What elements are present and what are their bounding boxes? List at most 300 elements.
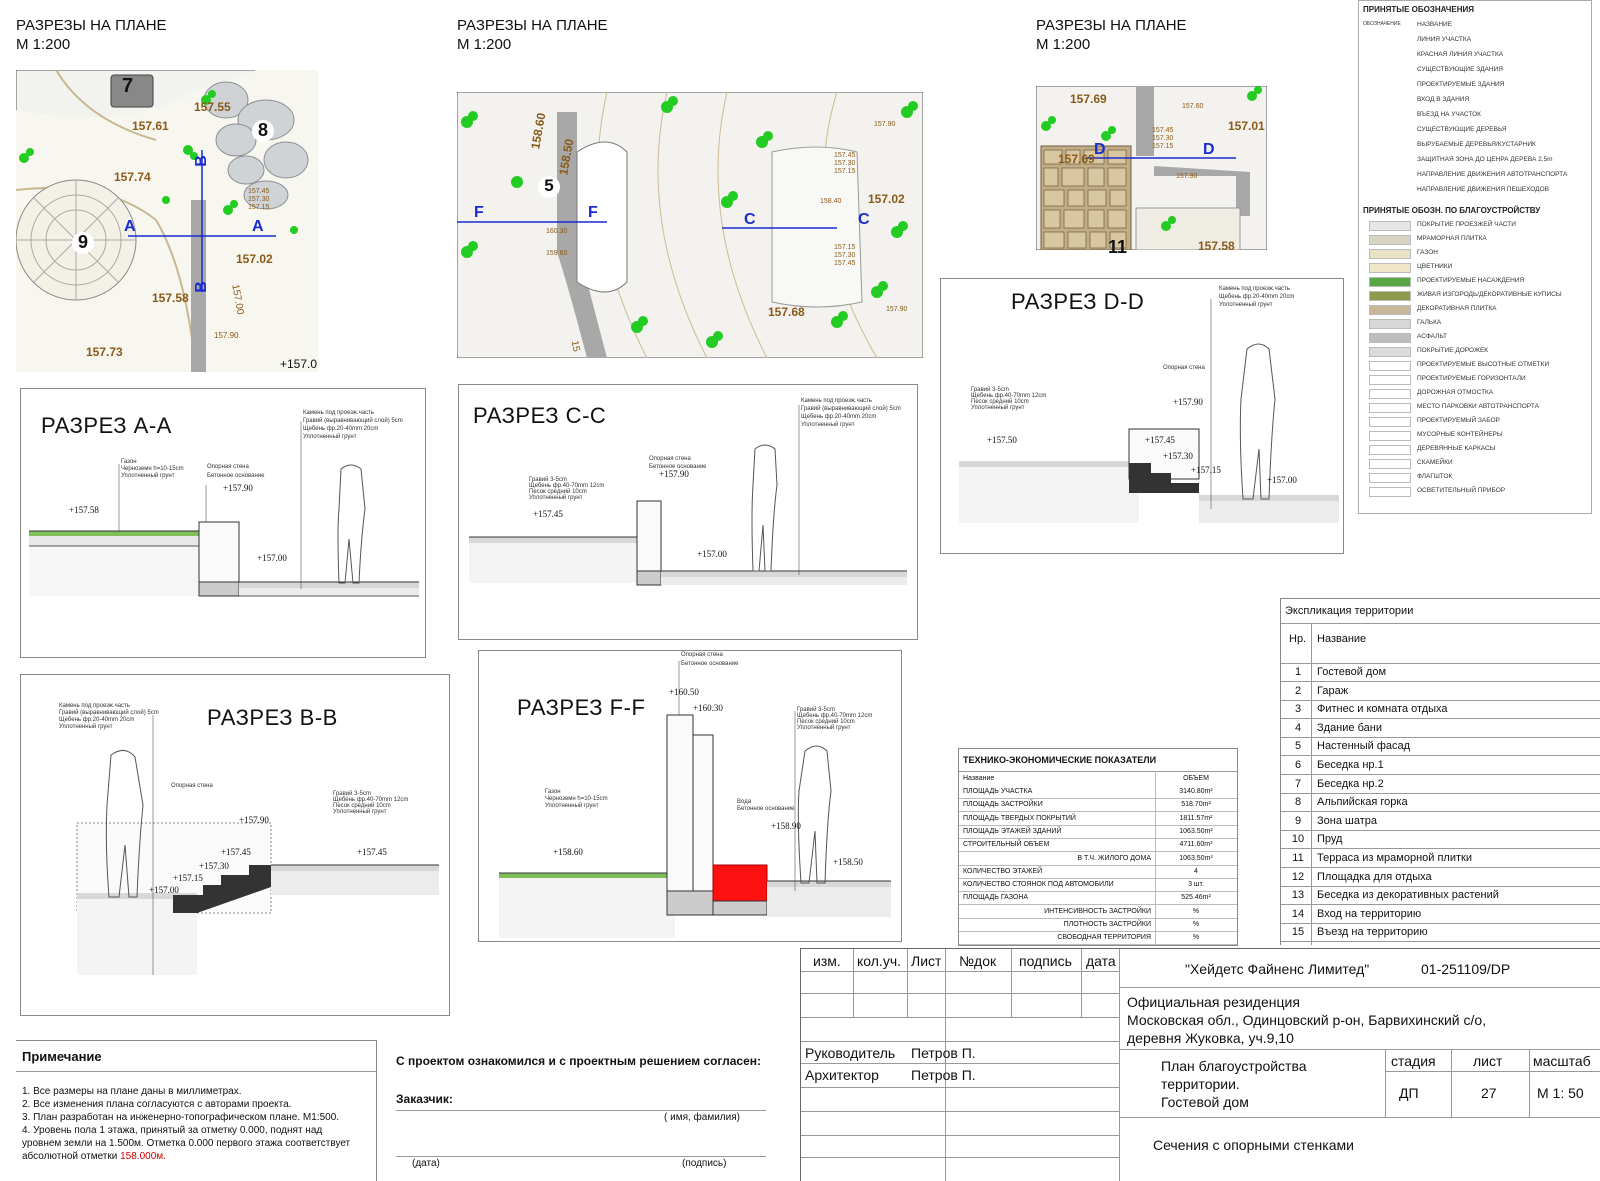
cut-label-d: D	[1203, 141, 1215, 158]
explication-name: Въезд на территорию	[1317, 926, 1428, 939]
cut-label-d: D	[1094, 141, 1106, 158]
layer-note: Камень под проезж.часть	[801, 398, 872, 404]
elevation-mark: 157.15	[1152, 143, 1174, 150]
layer-note: Щебень фр.20-40mm 20cm	[801, 414, 877, 420]
explication-row	[1281, 682, 1600, 701]
plan-scale-text: М 1:200	[457, 36, 512, 53]
elevation-mark: +157.00	[149, 885, 179, 895]
explication-num: 6	[1294, 759, 1302, 771]
legend-symbol: ОБОЗНАЧЕНИЕ	[1363, 21, 1401, 27]
section-title: РАЗРЕЗ С-С	[473, 403, 607, 428]
elevation-mark: +157.90	[1173, 397, 1203, 407]
tech-name: СВОБОДНАЯ ТЕРРИТОРИЯ	[1057, 934, 1151, 942]
elevation-mark: 157.30	[834, 252, 856, 259]
elevation-mark: 158.50	[556, 137, 577, 177]
stamp-col: кол.уч.	[857, 953, 902, 969]
elevation-mark: +160.30	[693, 703, 723, 713]
section-bb	[20, 674, 450, 1016]
tech-value: 1063.50m²	[1179, 827, 1213, 835]
legend-item	[1359, 139, 1591, 152]
section-dd	[940, 278, 1344, 554]
elevation-mark: +157.00	[1267, 475, 1297, 485]
plan1-small-elevations	[248, 188, 269, 212]
explication-row	[1281, 812, 1600, 831]
elevation-mark: 157.90	[874, 121, 896, 128]
explication-name: Фитнес и комната отдыха	[1317, 703, 1448, 716]
legend-item	[1359, 331, 1591, 344]
plan-2-drawing	[457, 92, 923, 358]
layer-note: Гравий (выравнивающий слой) 5cm	[303, 418, 403, 424]
legend-swatch	[1369, 487, 1411, 497]
explication-num: 14	[1291, 907, 1305, 920]
legend-item	[1359, 79, 1591, 92]
elevation-mark: +157.15	[173, 873, 203, 883]
legend-label: ЗАЩИТНАЯ ЗОНА ДО ЦЕНРА ДЕРЕВА 2.5m	[1417, 156, 1553, 163]
layer-note: Камень под проезж.часть	[59, 703, 130, 709]
elevation-mark: 157.15	[834, 168, 856, 175]
layer-note: Опорная стена	[207, 464, 249, 470]
layer-note: Щебень фр.20-40mm 20cm	[303, 426, 379, 432]
layer-notes-1	[1219, 285, 1294, 309]
layer-note: Гравий 3-5cm	[529, 477, 567, 483]
explication-num: 2	[1294, 684, 1302, 697]
elevation-mark: 158.60	[528, 111, 549, 151]
explication-row	[1281, 719, 1600, 738]
legend-item	[1359, 261, 1591, 274]
explication-num: 12	[1291, 870, 1305, 883]
stamp-col: №док	[959, 953, 997, 969]
note-title: Примечание	[22, 1049, 102, 1064]
legend-swatch	[1369, 305, 1411, 315]
elevation-mark: +157.45	[533, 509, 563, 519]
layer-note: Уплотненный грунт	[797, 725, 851, 731]
elevation-mark: 158.40	[820, 198, 842, 205]
legend-item	[1359, 233, 1591, 246]
cut-label-c: C	[858, 211, 870, 228]
layer-note: Уплотненный грунт	[121, 473, 175, 479]
plan-number: 5	[538, 176, 560, 198]
legend-item	[1359, 443, 1591, 456]
legend-label: МРАМОРНАЯ ПЛИТКА	[1417, 235, 1487, 242]
elevation-mark: 157.02	[868, 192, 905, 206]
approval-title: С проектом ознакомился и с проектным решением согласен:	[396, 1054, 762, 1068]
elevation-mark: 157.68	[768, 305, 805, 319]
tech-row	[959, 838, 1237, 852]
stamp-sheet-label: лист	[1473, 1053, 1503, 1069]
note-line: 1. Все размеры на плане даны в миллиметрах.	[22, 1086, 242, 1097]
legend-item	[1359, 415, 1591, 428]
cut-label-f: F	[474, 204, 484, 221]
layer-note: Черноземн h=10-15cm	[545, 796, 608, 802]
stamp-object-line: Официальная резиденция	[1127, 994, 1300, 1010]
stamp-drawing-line: территории.	[1161, 1076, 1240, 1092]
note-line: 3. План разработан на инженерно-топографическом плане. М1:500.	[22, 1112, 340, 1123]
stamp-col: Лист	[911, 953, 942, 969]
legend-label: ДЕРЕВЯННЫЕ КАРКАСЫ	[1417, 445, 1496, 452]
layer-note: Уплотненный грунт	[59, 724, 113, 730]
explication-row	[1281, 923, 1600, 942]
legend-label: СКАМЕЙКИ	[1417, 459, 1453, 466]
legend-label: МЕСТО ПАРКОВКИ АВТОТРАНСПОРТА	[1417, 403, 1539, 410]
legend-label: ГАЛЬКА	[1417, 319, 1442, 326]
legend-label: СУЩЕСТВУЮЩИЕ ЗДАНИЯ	[1417, 66, 1503, 73]
layer-note: Щебень фр.40-70mm 12cm	[797, 713, 873, 719]
tech-value: %	[1192, 934, 1200, 942]
legend-item	[1359, 387, 1591, 400]
section-title: РАЗРЕЗ А-А	[41, 413, 172, 438]
tech-row	[959, 852, 1237, 866]
layer-note: Уплотненный грунт	[801, 422, 855, 428]
tech-row	[959, 918, 1237, 932]
tech-value: 4711.60m³	[1179, 841, 1213, 849]
tech-title: ТЕХНИКО-ЭКОНОМИЧЕСКИЕ ПОКАЗАТЕЛИ	[963, 755, 1157, 765]
tech-value: 518.70m²	[1181, 801, 1211, 809]
explication-name: Беседка из декоративных растений	[1317, 889, 1499, 902]
stamp-col: изм.	[813, 953, 841, 969]
legend-swatch	[1369, 347, 1411, 357]
explication-name: Настенный фасад	[1317, 740, 1411, 753]
layer-note: Щебень фр.20-40mm 20cm	[1219, 294, 1295, 300]
elevation-mark: 157.90	[1176, 173, 1198, 180]
elevation-mark: 157.73	[86, 345, 123, 359]
tech-value: 1063.50m³	[1179, 854, 1213, 862]
section-title: РАЗРЕЗ F-F	[517, 695, 646, 720]
explication-name: Пруд	[1317, 833, 1343, 846]
legend-item	[1359, 429, 1591, 442]
elevation-mark: 160.30	[546, 228, 568, 235]
legend-item	[1359, 64, 1591, 77]
layer-note: Опорная стена	[171, 783, 213, 789]
stamp-object	[1127, 993, 1486, 1047]
tech-col-val: ОБЪЕМ	[1183, 775, 1209, 782]
explication-num: 3	[1294, 703, 1302, 716]
tech-value: 1811.57m²	[1179, 814, 1213, 822]
tech-name: СТРОИТЕЛЬНЫЙ ОБЪЕМ	[963, 841, 1050, 849]
layer-note: Песок средний 10cm	[333, 803, 391, 809]
elevation-mark: +157.90	[223, 483, 253, 493]
stamp-col: подпись	[1019, 953, 1072, 969]
legend-label: ПОКРЫТИЕ ПРОЕЗЖЕЙ ЧАСТИ	[1417, 221, 1516, 228]
layer-note: Гравий (выравнивающий слой) 5cm	[801, 406, 901, 412]
elevation-mark: 157.74	[114, 170, 151, 184]
legend-label: ЦВЕТНИКИ	[1417, 263, 1453, 270]
legend-label: ПРОЕКТИРУЕМЫЕ ЗДАНИЯ	[1417, 81, 1505, 88]
layer-note: Бетонное основание	[207, 473, 265, 479]
note-panel	[16, 1040, 377, 1181]
plan-title-2	[457, 16, 608, 54]
layer-notes-2	[545, 789, 608, 810]
layer-note: Уплотненный грунт	[333, 809, 387, 815]
stamp-sheet-title: Сечения с опорными стенками	[1153, 1137, 1354, 1153]
stamp-scale-label: масштаб	[1533, 1053, 1591, 1069]
elevation-mark: 157.30	[1152, 135, 1174, 142]
plan2-small-elevations-2	[834, 244, 855, 268]
explication-name: Гараж	[1317, 684, 1349, 697]
stamp-role-name: Петров П.	[911, 1045, 976, 1061]
tech-value: 4	[1194, 867, 1198, 875]
legend-item	[1359, 219, 1591, 232]
explication-col-n: Нр.	[1289, 633, 1307, 645]
legend-swatch	[1369, 459, 1411, 469]
stamp-drawing-line: План благоустройства	[1161, 1058, 1307, 1074]
explication-name: Площадка для отдыха	[1317, 870, 1432, 883]
legend-item	[1359, 169, 1591, 182]
explication-num: 11	[1292, 852, 1304, 864]
layer-notes-1	[59, 703, 159, 731]
cut-label-c: C	[744, 211, 756, 228]
note-lines	[22, 1085, 362, 1163]
elevation-mark: 157.30	[248, 196, 270, 203]
section-cc	[458, 384, 918, 640]
legend-item	[1359, 345, 1591, 358]
elevation-mark: +157.00	[697, 549, 727, 559]
legend-item	[1359, 184, 1591, 197]
legend-label: МУСОРНЫЕ КОНТЕЙНЕРЫ	[1417, 431, 1503, 438]
explication-row	[1281, 775, 1600, 794]
legend-label: ДЕКОРАТИВНАЯ ПЛИТКА	[1417, 305, 1497, 312]
explication-row	[1281, 700, 1600, 719]
layer-note: Газон	[121, 459, 137, 465]
tech-name: КОЛИЧЕСТВО СТОЯНОК ПОД АВТОМОБИЛИ	[963, 881, 1114, 889]
elevation-mark: +160.50	[669, 687, 699, 697]
stamp-stage: ДП	[1399, 1085, 1419, 1101]
layer-note: Уплотненный грунт	[1219, 302, 1273, 308]
legend-item	[1359, 485, 1591, 498]
legend-swatch	[1369, 403, 1411, 413]
layer-note: Уплотненный грунт	[545, 803, 599, 809]
legend-swatch	[1369, 249, 1411, 259]
legend-label: ФЛАГШТОК	[1417, 473, 1453, 480]
legend-item	[1359, 49, 1591, 62]
plan-3-drawing	[1036, 86, 1267, 250]
layer-note: Бетонное основание	[681, 661, 739, 667]
elevation-mark: 157.69	[1070, 92, 1107, 106]
approval-customer: Заказчик:	[396, 1092, 453, 1106]
legend-label: ВЪЕЗД НА УЧАСТОК	[1417, 111, 1481, 118]
legend-label: ПРОЕКТИРУЕМЫЕ ВЫСОТНЫЕ ОТМЕТКИ	[1417, 361, 1550, 368]
section-title: РАЗРЕЗ D-D	[1011, 289, 1145, 314]
elevation-mark: +157.50	[987, 435, 1017, 445]
explication-row	[1281, 793, 1600, 812]
section-aa	[20, 388, 426, 658]
elevation-mark: 157.61	[132, 119, 169, 133]
tech-value: 3140.80m²	[1179, 788, 1213, 795]
elevation-mark: 157.69	[1058, 152, 1095, 166]
tech-name: ПЛОЩАДЬ УЧАСТКА	[963, 788, 1033, 795]
tech-name: КОЛИЧЕСТВО ЭТАЖЕЙ	[963, 867, 1043, 875]
plan-number: 7	[122, 75, 134, 97]
cut-label-a: A	[252, 218, 264, 235]
svg-text:157.00: 157.00	[229, 283, 246, 316]
elevation-mark: +157.90	[659, 469, 689, 479]
legend-swatch	[1369, 291, 1411, 301]
legend-label: ЖИВАЯ ИЗГОРОДЬ/ДЕКОРАТИВНЫЕ КУПИСЫ	[1417, 291, 1562, 298]
legend-label: ГАЗОН	[1417, 249, 1438, 256]
explication-num: 10	[1291, 833, 1305, 846]
explication-name: Гостевой дом	[1317, 666, 1387, 678]
explication-name: Альпийская горка	[1317, 796, 1408, 809]
plan-number: 8	[252, 120, 274, 142]
tech-col-name: Название	[963, 775, 995, 782]
stamp-scale: М 1: 50	[1537, 1085, 1584, 1101]
approval-date-hint: (дата)	[412, 1158, 440, 1169]
explication-name: Зона шатра	[1317, 814, 1377, 827]
layer-notes-1	[801, 397, 901, 429]
explication-row	[1281, 905, 1600, 924]
plan-title-1	[16, 16, 167, 54]
tech-name: ПЛОЩАДЬ ТВЕРДЫХ ПОКРЫТИЙ	[963, 814, 1076, 822]
elevation-mark: 157.02	[236, 252, 273, 266]
explication-num: 4	[1294, 721, 1302, 734]
explication-row	[1281, 849, 1600, 868]
elevation-mark: +157.30	[1163, 451, 1193, 461]
elevation-mark: +158.60	[553, 847, 583, 857]
stamp-drawing	[1161, 1057, 1307, 1111]
layer-note: Опорная стена	[1163, 365, 1205, 371]
tech-row	[959, 891, 1237, 905]
tech-value: 3 шт.	[1188, 881, 1204, 889]
cut-label-b: B	[192, 281, 210, 293]
title-block	[800, 948, 1600, 1181]
elevation-mark: 157.30	[834, 160, 856, 167]
elevation-mark: +157.45	[357, 847, 387, 857]
legend-panel	[1358, 0, 1592, 514]
legend-label: ЛИНИЯ УЧАСТКА	[1417, 36, 1472, 43]
legend-swatch	[1369, 445, 1411, 455]
layer-note: Щебень фр.20-40mm 20cm	[59, 717, 135, 723]
tech-row	[959, 865, 1237, 879]
plan-1-drawing	[16, 70, 318, 372]
layer-note: Песок средний 10cm	[529, 489, 587, 495]
layer-note: Камень под проезж.часть	[303, 410, 374, 416]
stamp-object-line: Московская обл., Одинцовский р-он, Барвихинский с/о,	[1127, 1012, 1487, 1028]
legend-item	[1359, 34, 1591, 47]
elevation-mark: +158.90	[771, 821, 801, 831]
elevation-mark: 157.58	[152, 291, 189, 305]
cut-label-f: F	[588, 204, 598, 221]
note-line: 2. Все изменения плана согласуются с авторами проекта.	[22, 1099, 292, 1110]
stamp-company: "Хейдетс Файненс Лимитед"	[1185, 961, 1370, 977]
layer-note: Опорная стена	[649, 456, 691, 462]
elevation-mark: 157.90	[214, 331, 239, 340]
tech-name: ПЛОЩАДЬ ЗАСТРОЙКИ	[963, 801, 1043, 809]
explication-row	[1281, 868, 1600, 887]
legend-item	[1359, 373, 1591, 386]
note-line-text: 4. Уровень пола 1 этажа, принятый за отметку 0.000, поднят над уровнем земли на 1.500м. Отметка 0.000 первого этажа соответствует абсолютной отметки	[22, 1125, 351, 1162]
legend-title: ПРИНЯТЫЕ ОБОЗНАЧЕНИЯ	[1363, 5, 1475, 14]
explication-name: Беседка нр.2	[1317, 777, 1384, 790]
layer-note: Уплотненный грунт	[529, 495, 583, 501]
legend-swatch	[1369, 431, 1411, 441]
layer-notes-2	[207, 463, 265, 481]
legend-label: ВЫРУБАЕМЫЕ ДЕРЕВЬЯ/КУСТАРНИК	[1417, 141, 1536, 148]
stamp-role: Архитектор	[805, 1067, 879, 1083]
legend-label: ВХОД В ЗДАНИЯ	[1417, 96, 1470, 103]
elevation-mark: 157.15	[834, 244, 856, 251]
legend-label: ПРОЕКТИРУЕМЫЕ НАСАЖДЕНИЯ	[1417, 277, 1525, 284]
legend-label: ОСВЕТИТЕЛЬНЫЙ ПРИБОР	[1417, 487, 1506, 494]
legend-title-2: ПРИНЯТЫЕ ОБОЗН. ПО БЛАГОУСТРОЙСТВУ	[1363, 206, 1541, 215]
legend-item	[1359, 317, 1591, 330]
elevation-mark: 157.45	[834, 152, 856, 159]
legend-item	[1359, 154, 1591, 167]
layer-notes-3	[529, 477, 604, 501]
explication-col-name: Название	[1317, 633, 1367, 645]
tech-row	[959, 812, 1237, 826]
cut-label-a: A	[124, 218, 136, 235]
layer-notes-1	[121, 459, 184, 480]
elevation-mark: 159.60	[546, 250, 568, 257]
elevation-mark: 157.45	[834, 260, 856, 267]
approval-sign-hint: (подпись)	[682, 1158, 727, 1169]
elevation-mark: +157.30	[199, 861, 229, 871]
layer-note: Щебень фр.40-70mm 12cm	[971, 393, 1047, 399]
legend-label: СУЩЕСТВУЮЩИЕ ДЕРЕВЬЯ	[1417, 126, 1507, 133]
plan2-small-elevations-1	[834, 152, 855, 176]
layer-note: Опорная стена	[681, 652, 723, 658]
legend-item	[1359, 289, 1591, 302]
elevation-mark: +157.0	[280, 357, 318, 371]
legend-label: НАПРАВЛЕНИЕ ДВИЖЕНИЯ ПЕШЕХОДОВ	[1417, 186, 1549, 193]
explication-title: Экспликация территории	[1285, 605, 1414, 617]
elevation-mark: 157.01	[1228, 119, 1265, 133]
section-title: РАЗРЕЗ В-В	[207, 705, 338, 730]
explication-num: 1	[1294, 666, 1302, 678]
legend-label: АСФАЛЬТ	[1417, 333, 1448, 340]
layer-notes-2	[971, 387, 1046, 411]
elevation-mark: +157.58	[69, 505, 99, 515]
legend-swatch	[1369, 417, 1411, 427]
legend-item	[1359, 275, 1591, 288]
legend-item	[1359, 401, 1591, 414]
approval-panel	[388, 1040, 800, 1180]
layer-note: Черноземн h=10-15cm	[121, 466, 184, 472]
layer-note: Щебень фр.40-70mm 12cm	[529, 483, 605, 489]
layer-note: Бетонное основание	[737, 806, 795, 812]
legend-item	[1359, 471, 1591, 484]
legend-item	[1359, 457, 1591, 470]
legend-swatch	[1369, 221, 1411, 231]
layer-note: Вода	[737, 799, 752, 805]
explication-name: Терраса из мраморной плитки	[1317, 852, 1472, 864]
legend-item	[1359, 247, 1591, 260]
elevation-mark: 157.55	[194, 100, 231, 114]
tech-value: %	[1192, 921, 1200, 928]
tech-indicators-table	[958, 748, 1238, 946]
layer-note: Гравий 3-5cm	[797, 707, 835, 713]
elevation-mark: 157.45	[248, 188, 270, 195]
elevation-mark: 157.45	[1152, 127, 1174, 134]
legend-label: ПОКРЫТИЕ ДОРОЖЕК	[1417, 347, 1489, 354]
tech-row	[959, 878, 1237, 892]
explication-table	[1280, 598, 1600, 945]
tech-row	[959, 931, 1237, 945]
tech-name: ИНТЕНСИВНОСТЬ ЗАСТРОЙКИ	[1044, 907, 1151, 915]
legend-item	[1359, 124, 1591, 137]
elevation-mark: +158.50	[833, 857, 863, 867]
layer-note: Бетонное основание	[649, 464, 707, 470]
legend-swatch	[1369, 375, 1411, 385]
layer-note: Щебень фр.40-70mm 12cm	[333, 797, 409, 803]
elevation-mark: +157.00	[257, 553, 287, 563]
plan3-small-elevations	[1152, 127, 1173, 151]
legend-swatch	[1369, 319, 1411, 329]
legend-swatch	[1369, 473, 1411, 483]
legend-swatch	[1369, 361, 1411, 371]
explication-row	[1281, 830, 1600, 849]
legend-swatch	[1369, 389, 1411, 399]
plan-scale-text: М 1:200	[16, 36, 71, 53]
